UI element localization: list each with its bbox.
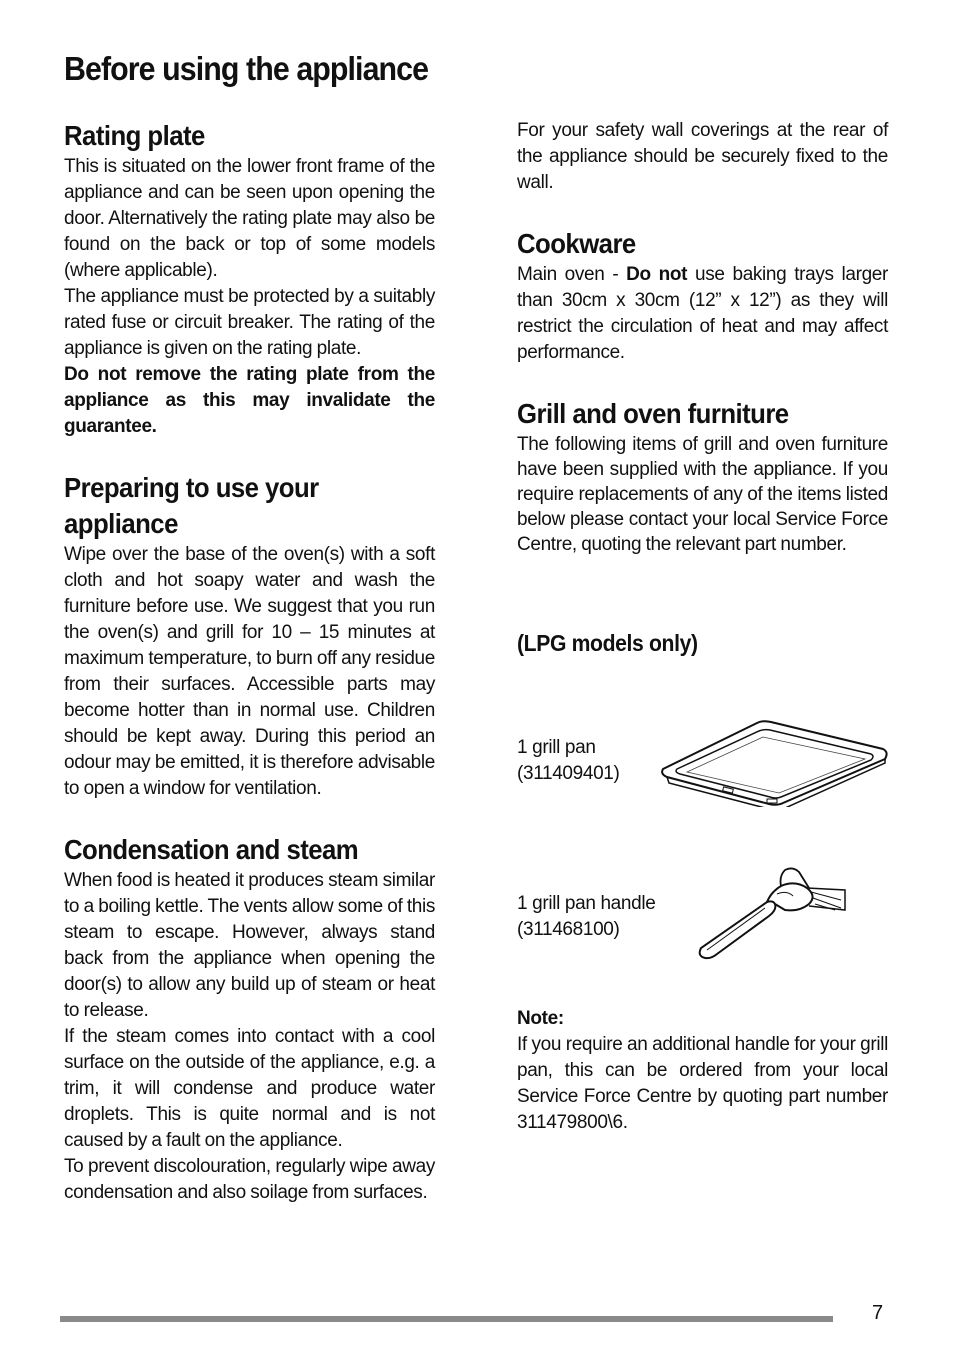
grill-pan-icon xyxy=(659,717,891,807)
condensation-paragraph-2: If the steam comes into contact with a cool surface on the outside of the appliance, e.g. a trim, it will condense and produce water droplets. This is quite normal and is not caused by a fault on the appliance. xyxy=(64,1026,435,1151)
condensation-paragraph-3: To prevent discolouration, regularly wipe away condensation and also soilage from surfaces. xyxy=(64,1156,435,1203)
rating-plate-heading: Rating plate xyxy=(64,120,205,151)
grill-pan-handle-icon xyxy=(695,866,849,962)
grill-pan-label: 1 grill pan xyxy=(517,737,596,758)
rating-plate-paragraph-2: The appliance must be protected by a suitably rated fuse or circuit breaker. The rating of the appliance is given on the rating plate. xyxy=(64,286,435,359)
lpg-subheading: (LPG models only) xyxy=(517,630,698,656)
preparing-paragraph: Wipe over the base of the oven(s) with a soft cloth and hot soapy water and wash the furniture before use. We suggest that you run the oven(s) and grill for 10 – 15 minutes at maximum temperature, to burn off any residue from their surfaces. Accessible parts may become hotter than in normal use. Children should be kept away. During this period an odour may be emitted, it is therefore advisable to open a window for ventilation. xyxy=(64,544,435,799)
condensation-paragraph-1: When food is heated it produces steam similar to a boiling kettle. The vents allow some of this steam to escape. However, always stand back from the appliance when opening the door(s) to allow any build up of steam or heat to release. xyxy=(64,870,435,1021)
note-block xyxy=(517,1006,888,1136)
wall-coverings-paragraph: For your safety wall coverings at the rear of the appliance should be securely fixed to the wall. xyxy=(517,120,888,193)
left-column xyxy=(64,118,435,1206)
preparing-heading: Preparing to use your appliance xyxy=(64,472,319,539)
furniture-heading: Grill and oven furniture xyxy=(517,398,789,429)
preparing-section xyxy=(64,470,435,802)
page-title: Before using the appliance xyxy=(64,50,429,87)
condensation-section xyxy=(64,832,435,1206)
note-text: If you require an additional handle for your grill pan, this can be ordered from your local Service Force Centre by quoting part number 311479800\6. xyxy=(517,1034,888,1133)
rating-plate-warning: Do not remove the rating plate from the appliance as this may invalidate the guarantee. xyxy=(64,364,435,437)
cookware-rest: use baking trays larger than 30cm x 30cm (12” x 12”) as they will restrict the circulation of heat and may affect performance. xyxy=(517,264,888,363)
rating-plate-section xyxy=(64,118,435,440)
list-item xyxy=(517,891,897,981)
cookware-paragraph xyxy=(517,262,888,366)
grill-pan-handle-label: 1 grill pan handle xyxy=(517,893,656,914)
grill-pan-handle-part-number: (311468100) xyxy=(517,919,620,940)
rating-plate-paragraph-1: This is situated on the lower front frame of the appliance and can be seen upon opening the door. Alternatively the rating plate may also be found on the back or top of some models (where applicable). xyxy=(64,156,435,281)
grill-pan-part-number: (311409401) xyxy=(517,763,620,784)
note-label: Note: xyxy=(517,1008,564,1029)
cookware-heading: Cookware xyxy=(517,228,636,259)
footer-rule xyxy=(60,1316,833,1322)
cookware-do-not: Do not xyxy=(626,264,688,285)
cookware-section xyxy=(517,226,888,366)
furniture-paragraph: The following items of grill and oven furniture have been supplied with the appliance. If you require replacements of any of the items listed below please contact your local Service Force Centre, quoting the relevant part number. xyxy=(517,434,888,555)
right-column xyxy=(517,118,888,557)
list-item xyxy=(517,735,897,825)
furniture-section xyxy=(517,396,888,557)
page-number: 7 xyxy=(872,1302,884,1324)
cookware-lead: Main oven - xyxy=(517,264,627,285)
condensation-heading: Condensation and steam xyxy=(64,834,359,865)
